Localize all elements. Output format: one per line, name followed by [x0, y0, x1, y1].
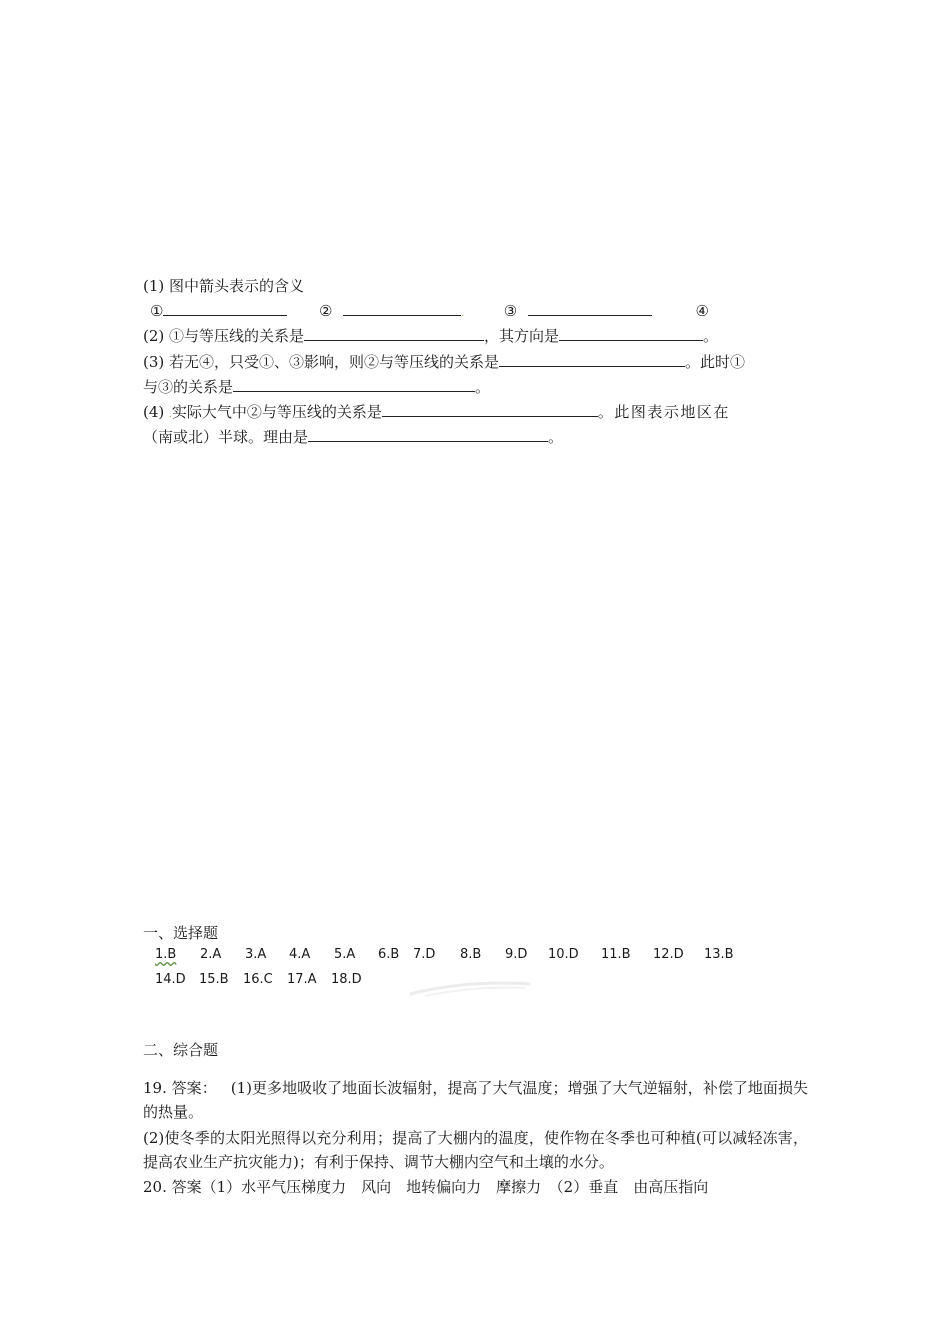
- answer-item: 16.C: [243, 972, 273, 987]
- q2-line: [143, 325, 718, 347]
- q4-text: 实际大气中②与等压线的关系是: [171, 403, 382, 421]
- answer-item: 17.A: [287, 972, 317, 987]
- blank-q1-1[interactable]: [163, 300, 287, 316]
- answer-item: 11.B: [601, 947, 631, 962]
- q20-answer: 20. 答案（1）水平气压梯度力 风向 地转偏向力 摩擦力 （2）垂直 由高压指向: [143, 1178, 709, 1196]
- answer-item: 9.D: [505, 947, 528, 962]
- answer-item: 12.D: [653, 947, 684, 962]
- q4-line2: [143, 426, 563, 448]
- q2-prefix: (2) ①与等压线的关系是: [143, 327, 305, 345]
- blank-q2-2[interactable]: [559, 325, 703, 341]
- scan-smudge: [405, 978, 535, 998]
- blank-q1-3[interactable]: [528, 300, 652, 316]
- q3-mid: 。此时①: [685, 353, 746, 371]
- q19-answer: [143, 1076, 808, 1124]
- answer-item: 4.A: [289, 947, 311, 962]
- circle-4: ④: [695, 302, 709, 320]
- q19-answer-part2: (2)使冬季的太阳光照得以充分利用；提高了大棚内的温度，使作物在冬季也可种植(可以减轻冻害，提高农业生产抗灾能力)；有利于保持、调节大棚内空气和土壤的水分。: [143, 1129, 808, 1171]
- answer-item: 10.D: [548, 947, 579, 962]
- q3-prefix: (3) 若无④，只受①、③影响，则②与等压线的关系是: [143, 353, 500, 371]
- answer-item: 18.D: [331, 972, 362, 987]
- q1-blanks-row: ① ② . ③ ④: [150, 302, 709, 320]
- q4-mid: 。此图表示地区在: [597, 403, 730, 421]
- q4-prefix: (4): [143, 403, 170, 421]
- answer-item: 5.A: [334, 947, 356, 962]
- answer-item: 8.B: [460, 947, 482, 962]
- blank-q4-1[interactable]: [382, 401, 598, 417]
- circle-3: ③: [503, 302, 518, 320]
- blank-q2-1[interactable]: [304, 325, 484, 341]
- blank-q1-2[interactable]: [343, 300, 461, 316]
- answer-item: 13.B: [704, 947, 734, 962]
- answer-item: 6.B: [378, 947, 400, 962]
- blank-q3-1[interactable]: [499, 351, 685, 367]
- q3-line1: [143, 351, 745, 373]
- q3-line2-prefix: 与③的关系是: [143, 378, 234, 396]
- q4-end: 。: [548, 428, 564, 446]
- answer-item: 3.A: [245, 947, 267, 962]
- answer-item: 1.B: [155, 947, 177, 962]
- q2-mid: ，其方向是: [484, 327, 560, 345]
- section2-title: 二、综合题: [143, 1041, 219, 1059]
- blank-q4-2[interactable]: [308, 426, 548, 442]
- answer-item: 15.B: [199, 972, 229, 987]
- q1-title: [143, 275, 304, 297]
- circle-2: ②: [319, 302, 333, 320]
- q3-line2: [143, 376, 490, 398]
- circle-1: ①: [150, 302, 164, 320]
- q4-line2-prefix: （南或北）半球。理由是: [143, 428, 309, 446]
- section1-title: 一、选择题: [143, 924, 219, 942]
- q19-part1: (1)更多地吸收了地面长波辐射，提高了大气温度；增强了大气逆辐射，补偿了地面损失的热量。: [143, 1079, 808, 1121]
- q3-end: 。: [475, 378, 491, 396]
- answer-item: 2.A: [200, 947, 222, 962]
- q19-label: 19. 答案：: [143, 1079, 217, 1097]
- answer-item: 14.D: [155, 972, 186, 987]
- blank-q3-2[interactable]: [233, 376, 475, 392]
- q4-line1: (4) .实际大气中②与等压线的关系是 。此图表示地区在: [143, 403, 730, 421]
- q2-end: 。: [703, 327, 719, 345]
- answer-item: 7.D: [413, 947, 436, 962]
- q1-label: (1) 图中箭头表示的含义: [143, 277, 305, 295]
